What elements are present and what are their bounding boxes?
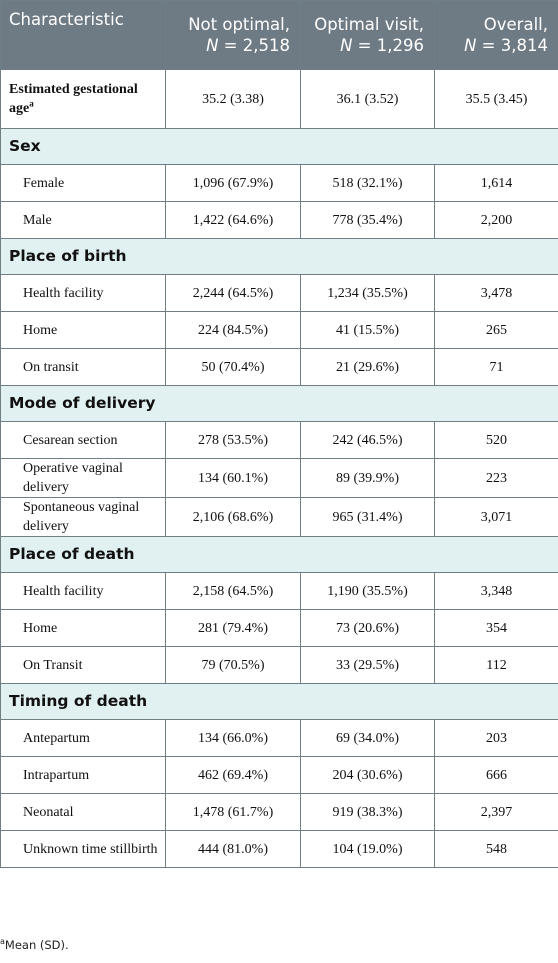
row-label: Spontaneous vaginal delivery <box>1 498 166 537</box>
section-header-row <box>1 684 558 720</box>
footnote-mark: a <box>0 937 5 947</box>
section-header-row <box>1 386 558 422</box>
table-row <box>1 720 558 757</box>
row-label: Health facility <box>1 573 166 610</box>
table-row <box>1 831 558 868</box>
cell-overall: 3,478 <box>435 275 558 312</box>
cell-overall: 1,614 <box>435 165 558 202</box>
cell-not-optimal: 444 (81.0%) <box>166 831 301 868</box>
header-not-optimal-label: Not optimal, <box>188 15 290 34</box>
cell-optimal: 41 (15.5%) <box>301 312 435 349</box>
cell-optimal: 73 (20.6%) <box>301 610 435 647</box>
cell-not-optimal: 1,478 (61.7%) <box>166 794 301 831</box>
cell-not-optimal: 462 (69.4%) <box>166 757 301 794</box>
header-optimal <box>301 1 435 70</box>
row-label: Health facility <box>1 275 166 312</box>
cell-not-optimal: 278 (53.5%) <box>166 422 301 459</box>
row-label: Home <box>1 610 166 647</box>
cell-not-optimal: 79 (70.5%) <box>166 647 301 684</box>
cell-not-optimal: 35.2 (3.38) <box>166 70 301 129</box>
cell-optimal: 204 (30.6%) <box>301 757 435 794</box>
cell-overall: 520 <box>435 422 558 459</box>
section-title: Place of death <box>1 537 558 573</box>
gestational-age-label: Estimated gestational age <box>9 82 138 116</box>
section-title: Place of birth <box>1 239 558 275</box>
cell-not-optimal: 2,244 (64.5%) <box>166 275 301 312</box>
footnote-text: Mean (SD). <box>4 938 69 952</box>
section-title: Timing of death <box>1 684 558 720</box>
cell-overall: 548 <box>435 831 558 868</box>
header-characteristic: Characteristic <box>1 1 166 70</box>
table-row <box>1 647 558 684</box>
cell-overall: 265 <box>435 312 558 349</box>
cell-optimal: 1,190 (35.5%) <box>301 573 435 610</box>
row-label: On Transit <box>1 647 166 684</box>
section-title: Mode of delivery <box>1 386 558 422</box>
cell-not-optimal: 2,106 (68.6%) <box>166 498 301 537</box>
cell-overall: 35.5 (3.45) <box>435 70 558 129</box>
cell-overall: 223 <box>435 459 558 498</box>
cell-optimal: 965 (31.4%) <box>301 498 435 537</box>
table-body <box>1 70 558 868</box>
header-overall <box>435 1 558 70</box>
cell-overall: 203 <box>435 720 558 757</box>
cell-optimal: 104 (19.0%) <box>301 831 435 868</box>
cell-not-optimal: 134 (66.0%) <box>166 720 301 757</box>
cell-optimal: 778 (35.4%) <box>301 202 435 239</box>
row-label: Antepartum <box>1 720 166 757</box>
cell-optimal: 242 (46.5%) <box>301 422 435 459</box>
row-label: On transit <box>1 349 166 386</box>
table-footnote <box>0 938 69 952</box>
cell-optimal: 89 (39.9%) <box>301 459 435 498</box>
table-row <box>1 312 558 349</box>
section-header-row <box>1 537 558 573</box>
header-overall-label: Overall, <box>483 15 548 34</box>
table-row <box>1 573 558 610</box>
footnote-mark: a <box>29 98 34 109</box>
table-row <box>1 757 558 794</box>
cell-optimal: 1,234 (35.5%) <box>301 275 435 312</box>
table-row <box>1 459 558 498</box>
cell-not-optimal: 281 (79.4%) <box>166 610 301 647</box>
header-optimal-label: Optimal visit, <box>314 15 424 34</box>
section-title: Sex <box>1 129 558 165</box>
header-optimal-n-value: = 1,296 <box>352 36 424 55</box>
row-label: Unknown time stillbirth <box>1 831 166 868</box>
header-optimal-n-symbol: N <box>340 36 353 55</box>
table-row <box>1 202 558 239</box>
cell-optimal: 36.1 (3.52) <box>301 70 435 129</box>
cell-overall: 3,071 <box>435 498 558 537</box>
row-label: Home <box>1 312 166 349</box>
row-label: Female <box>1 165 166 202</box>
row-label: Neonatal <box>1 794 166 831</box>
cell-overall: 666 <box>435 757 558 794</box>
row-label: Cesarean section <box>1 422 166 459</box>
table-row <box>1 422 558 459</box>
cell-optimal: 919 (38.3%) <box>301 794 435 831</box>
table-row <box>1 498 558 537</box>
cell-not-optimal: 2,158 (64.5%) <box>166 573 301 610</box>
cell-overall: 2,200 <box>435 202 558 239</box>
table-row <box>1 165 558 202</box>
cell-not-optimal: 224 (84.5%) <box>166 312 301 349</box>
table-row <box>1 275 558 312</box>
cell-not-optimal: 50 (70.4%) <box>166 349 301 386</box>
cell-not-optimal: 1,096 (67.9%) <box>166 165 301 202</box>
cell-overall: 71 <box>435 349 558 386</box>
header-overall-n-symbol: N <box>464 36 477 55</box>
cell-overall: 2,397 <box>435 794 558 831</box>
header-not-optimal-n-symbol: N <box>206 36 219 55</box>
header-row <box>1 1 558 70</box>
row-label <box>1 70 166 129</box>
cell-overall: 112 <box>435 647 558 684</box>
table-row <box>1 610 558 647</box>
cell-not-optimal: 134 (60.1%) <box>166 459 301 498</box>
row-label: Intrapartum <box>1 757 166 794</box>
header-not-optimal <box>166 1 301 70</box>
cell-optimal: 33 (29.5%) <box>301 647 435 684</box>
table-row <box>1 794 558 831</box>
cell-not-optimal: 1,422 (64.6%) <box>166 202 301 239</box>
table-header <box>1 1 558 70</box>
section-header-row <box>1 239 558 275</box>
cell-optimal: 518 (32.1%) <box>301 165 435 202</box>
cell-optimal: 21 (29.6%) <box>301 349 435 386</box>
header-not-optimal-n-value: = 2,518 <box>218 36 290 55</box>
row-label: Operative vaginal delivery <box>1 459 166 498</box>
table-row-gestational-age <box>1 70 558 129</box>
cell-overall: 354 <box>435 610 558 647</box>
cell-overall: 3,348 <box>435 573 558 610</box>
table-row <box>1 349 558 386</box>
header-overall-n-value: = 3,814 <box>476 36 548 55</box>
cell-optimal: 69 (34.0%) <box>301 720 435 757</box>
row-label: Male <box>1 202 166 239</box>
section-header-row <box>1 129 558 165</box>
